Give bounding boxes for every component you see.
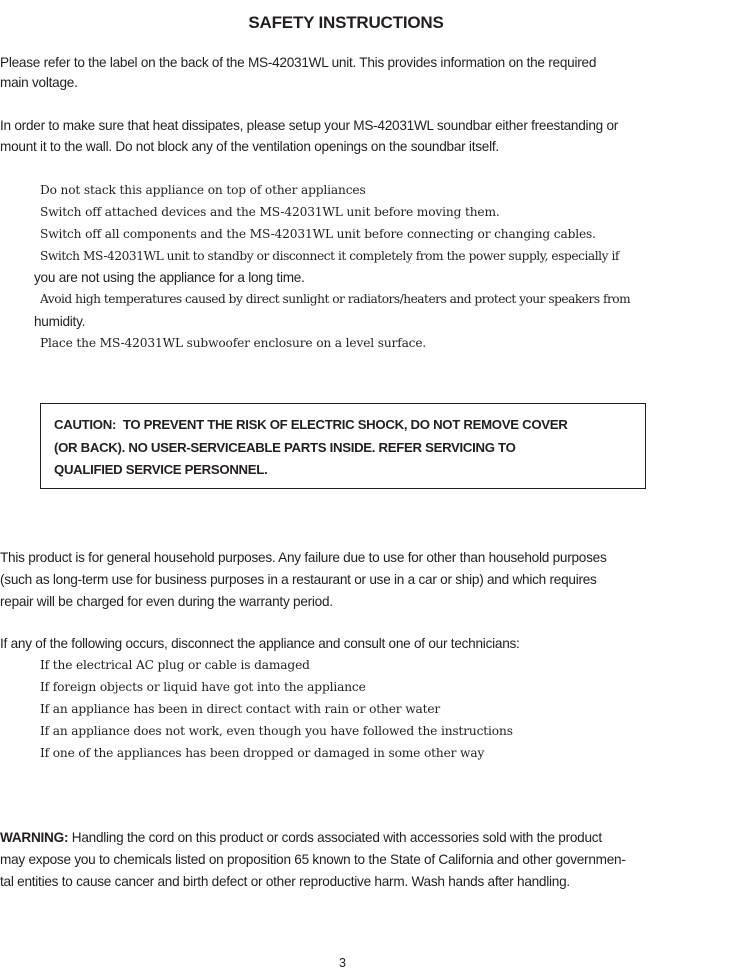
list-item: If one of the appliances has been dropped or damaged in some other way — [40, 746, 485, 760]
caution-text: TO PREVENT THE RISK OF ELECTRIC SHOCK, DO NOT REMOVE COVER — [122, 417, 568, 432]
text-line: Please refer to the label on the back of the MS-42031WL unit. This provides information on the required — [0, 55, 597, 70]
warning-text: Handling the cord on this product or cords associated with accessories sold with the product — [71, 830, 602, 845]
list-item: Switch off attached devices and the MS-42031WL unit before moving them. — [40, 205, 500, 219]
caution-line-1 — [54, 417, 568, 432]
caution-box — [40, 403, 646, 489]
list-item-continuation: you are not using the appliance for a long time. — [34, 270, 305, 285]
text-line: This product is for general household purposes. Any failure due to use for other than household purposes — [0, 550, 607, 565]
list-item: If an appliance has been in direct contact with rain or other water — [40, 702, 441, 716]
warning-line-2: may expose you to chemicals listed on proposition 65 known to the State of California and other governmen- — [0, 852, 626, 867]
warning-line-1 — [0, 830, 602, 845]
list-item: Switch off all components and the MS-42031WL unit before connecting or changing cables. — [40, 227, 596, 241]
list-item: If an appliance does not work, even though you have followed the instructions — [40, 724, 513, 738]
warning-line-3: tal entities to cause cancer and birth defect or other reproductive harm. Wash hands after handling. — [0, 874, 570, 889]
caution-line-3: QUALIFIED SERVICE PERSONNEL. — [54, 462, 268, 477]
page-number: 3 — [339, 956, 346, 970]
list-item: Avoid high temperatures caused by direct sunlight or radiators/heaters and protect your speakers from — [40, 292, 631, 306]
caution-label: CAUTION: — [54, 417, 117, 432]
page-title: SAFETY INSTRUCTIONS — [248, 13, 444, 33]
list-item: Switch MS-42031WL unit to standby or disconnect it completely from the power supply, especially if — [40, 249, 619, 263]
warning-label: WARNING: — [0, 830, 69, 845]
list-item: Do not stack this appliance on top of other appliances — [40, 183, 366, 197]
list-item: Place the MS-42031WL subwoofer enclosure on a level surface. — [40, 336, 427, 350]
text-line: In order to make sure that heat dissipates, please setup your MS-42031WL soundbar either freestanding or — [0, 118, 619, 133]
list-item: If foreign objects or liquid have got into the appliance — [40, 680, 366, 694]
list-item-continuation: humidity. — [34, 314, 86, 329]
text-line: mount it to the wall. Do not block any of the ventilation openings on the soundbar itself. — [0, 139, 499, 154]
text-line: (such as long-term use for business purposes in a restaurant or use in a car or ship) and which requires — [0, 572, 597, 587]
list-item: If the electrical AC plug or cable is damaged — [40, 658, 310, 672]
text-line: main voltage. — [0, 75, 78, 90]
text-line: repair will be charged for even during the warranty period. — [0, 594, 333, 609]
disconnect-intro: If any of the following occurs, disconnect the appliance and consult one of our technicians: — [0, 636, 520, 651]
caution-line-2: (OR BACK). NO USER-SERVICEABLE PARTS INSIDE. REFER SERVICING TO — [54, 440, 516, 455]
